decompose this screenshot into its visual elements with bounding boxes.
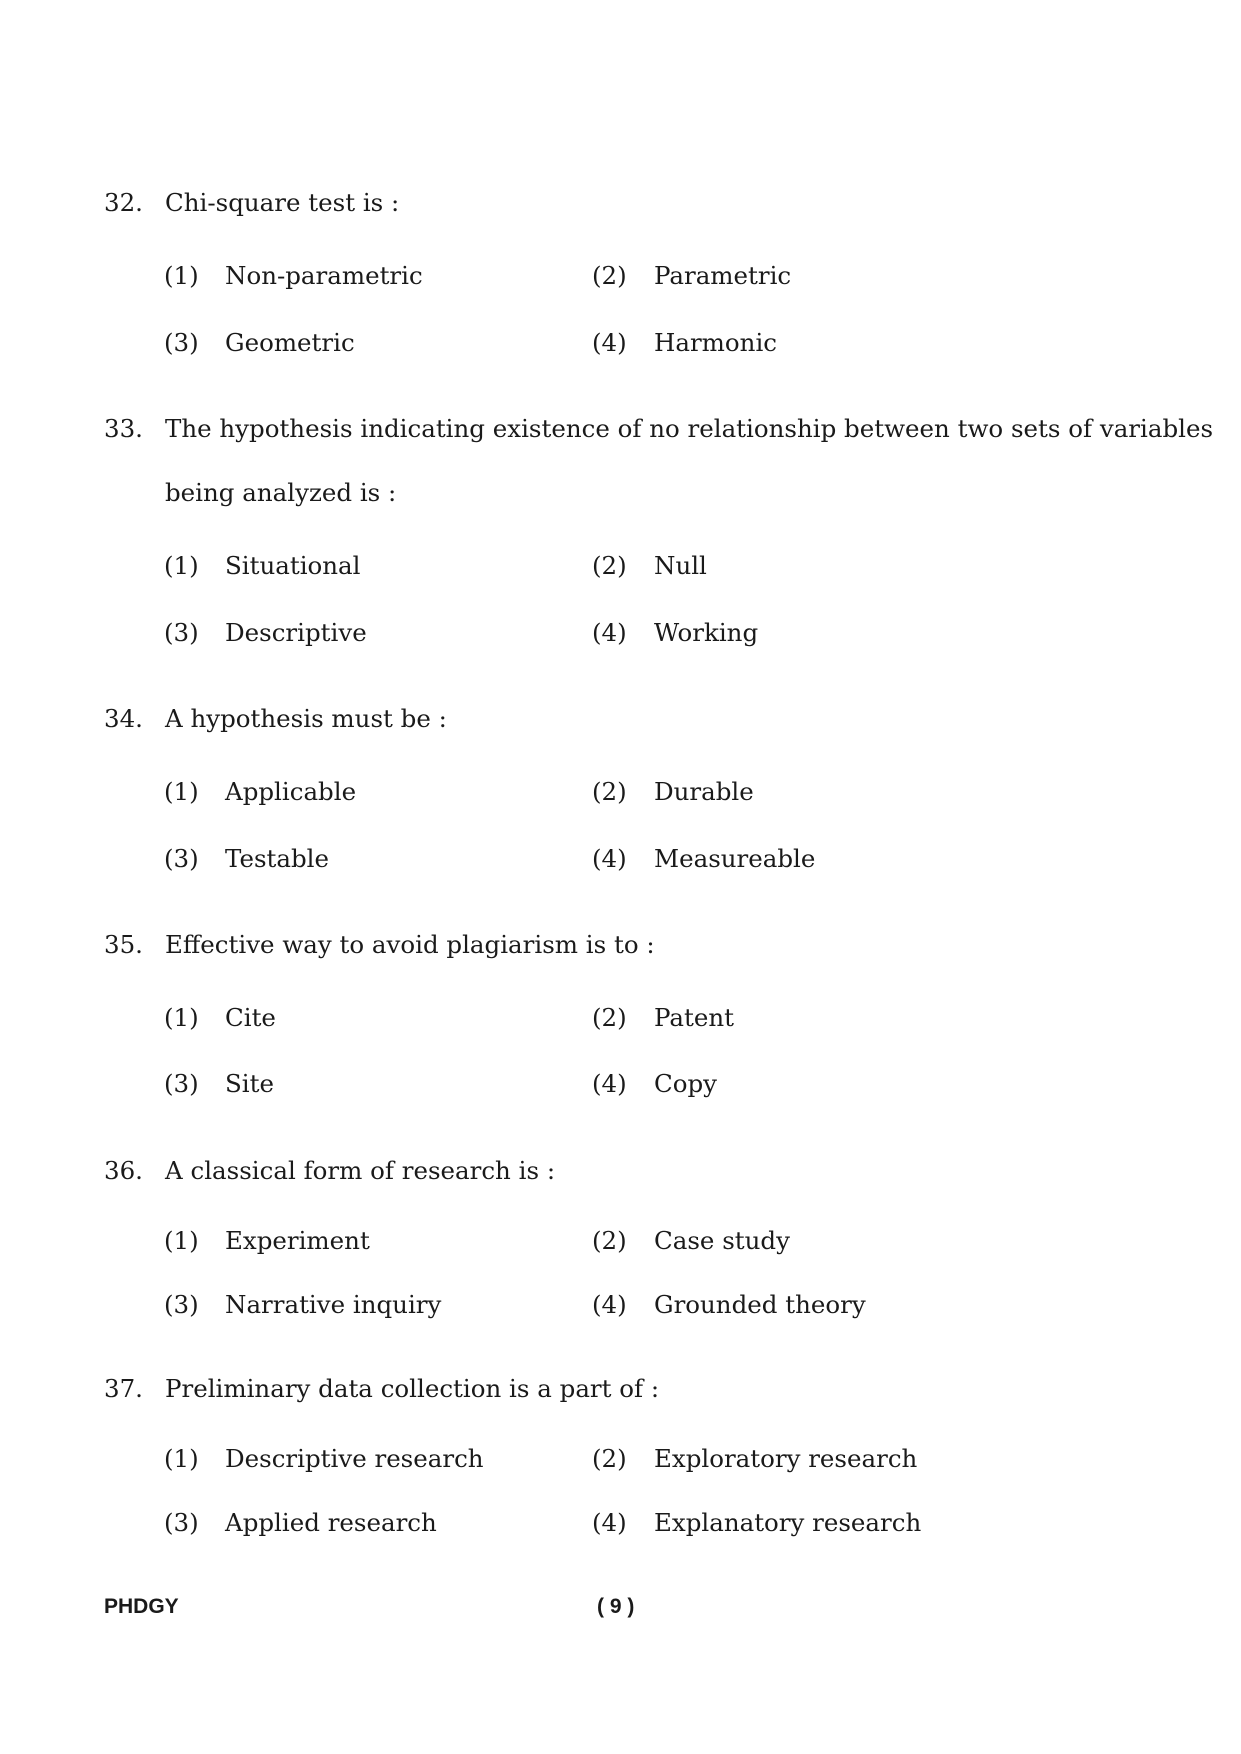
option-number: (3)	[164, 844, 199, 873]
option-number: (1)	[164, 261, 199, 290]
option-text: Patent	[654, 1003, 734, 1032]
option-number: (2)	[592, 1444, 627, 1473]
option-text: Null	[654, 551, 707, 580]
option-number: (2)	[592, 1226, 627, 1255]
question-number: 34.	[104, 704, 143, 733]
question-number: 33.	[104, 414, 143, 443]
option-text: Experiment	[225, 1226, 370, 1255]
option-number: (1)	[164, 1444, 199, 1473]
option-number: (3)	[164, 618, 199, 647]
option-number: (1)	[164, 551, 199, 580]
option-number: (2)	[592, 1003, 627, 1032]
question-text-continued: being analyzed is :	[165, 478, 397, 507]
question-text: Chi-square test is :	[165, 188, 400, 217]
option-text: Testable	[225, 844, 329, 873]
option-text: Working	[654, 618, 759, 647]
option-number: (4)	[592, 844, 627, 873]
option-text: Durable	[654, 777, 754, 806]
option-number: (3)	[164, 1290, 199, 1319]
option-text: Geometric	[225, 328, 355, 357]
option-text: Narrative inquiry	[225, 1290, 442, 1319]
question-text: Effective way to avoid plagiarism is to :	[165, 930, 655, 959]
option-text: Harmonic	[654, 328, 778, 357]
option-number: (4)	[592, 618, 627, 647]
page-number: ( 9 )	[597, 1595, 635, 1618]
option-text: Copy	[654, 1069, 718, 1098]
option-text: Descriptive research	[225, 1444, 484, 1473]
question-number: 35.	[104, 930, 143, 959]
option-text: Measureable	[654, 844, 816, 873]
option-text: Exploratory research	[654, 1444, 918, 1473]
option-number: (2)	[592, 551, 627, 580]
question-number: 32.	[104, 188, 143, 217]
option-number: (2)	[592, 261, 627, 290]
option-number: (3)	[164, 1069, 199, 1098]
question-number: 37.	[104, 1374, 143, 1403]
option-text: Case study	[654, 1226, 790, 1255]
question-text: A hypothesis must be :	[165, 704, 447, 733]
option-text: Applied research	[225, 1508, 437, 1537]
question-number: 36.	[104, 1156, 143, 1185]
option-text: Parametric	[654, 261, 792, 290]
paper-code: PHDGY	[104, 1595, 179, 1618]
option-text: Grounded theory	[654, 1290, 866, 1319]
option-number: (4)	[592, 1290, 627, 1319]
option-number: (1)	[164, 1226, 199, 1255]
option-text: Site	[225, 1069, 274, 1098]
question-text: Preliminary data collection is a part of :	[165, 1374, 660, 1403]
option-number: (1)	[164, 777, 199, 806]
option-number: (4)	[592, 1069, 627, 1098]
question-text: The hypothesis indicating existence of no relationship between two sets of variables	[165, 414, 1214, 443]
option-number: (4)	[592, 1508, 627, 1537]
option-text: Non-parametric	[225, 261, 423, 290]
option-text: Applicable	[225, 777, 357, 806]
option-text: Descriptive	[225, 618, 367, 647]
option-number: (1)	[164, 1003, 199, 1032]
option-number: (4)	[592, 328, 627, 357]
option-number: (3)	[164, 328, 199, 357]
question-text: A classical form of research is :	[165, 1156, 556, 1185]
option-text: Explanatory research	[654, 1508, 922, 1537]
option-text: Situational	[225, 551, 361, 580]
option-number: (3)	[164, 1508, 199, 1537]
option-number: (2)	[592, 777, 627, 806]
option-text: Cite	[225, 1003, 276, 1032]
